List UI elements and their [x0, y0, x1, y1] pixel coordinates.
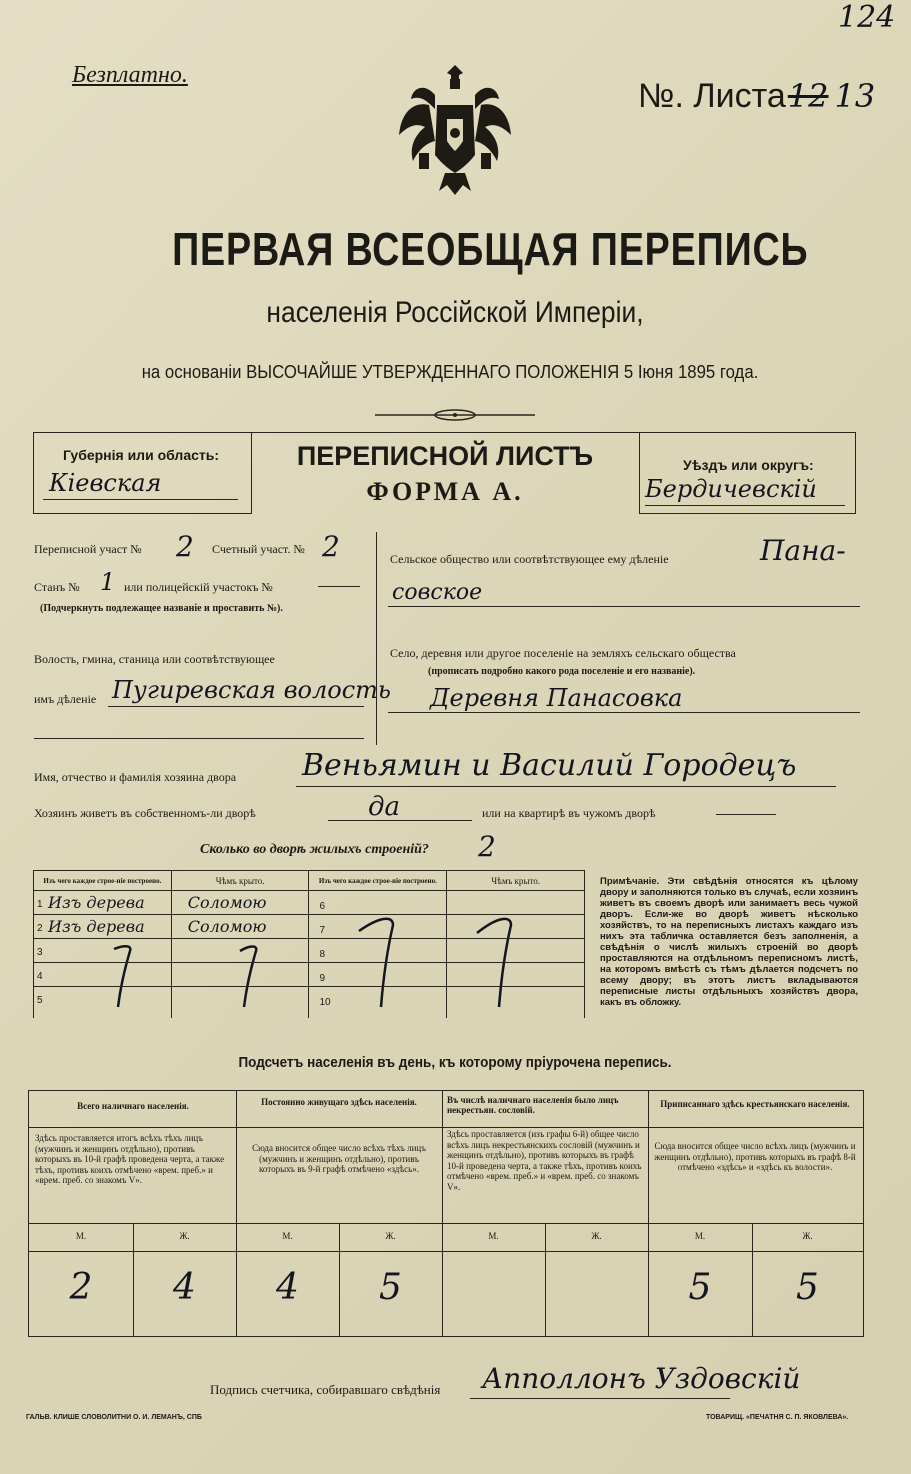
pop-col-head: Постоянно живущаго здѣсь населенія.: [261, 1097, 417, 1107]
form-subtitle: ФОРМА А.: [366, 477, 524, 506]
selo-note: (прописать подробно какого рода поселеніе и его названіе).: [428, 666, 696, 677]
pop-col-head: Въ числѣ наличнаго населенія было лицъ некрестьян. сословій.: [447, 1095, 619, 1115]
pop-col-desc: Сюда вносится общее число всѣхъ тѣхъ лицъ (мужчинъ и женщинъ отдѣльно), противъ которыхъ въ 9-й графѣ отмѣчено «здѣсь».: [252, 1143, 426, 1174]
row-number: 5: [37, 995, 43, 1006]
page-subtitle: населенія Россійской Имперіи,: [266, 296, 644, 329]
pop-m-label: М.: [694, 1231, 706, 1241]
ornament-divider: [375, 408, 535, 422]
uezd-value: Бердичевскій: [645, 475, 817, 503]
lives-label-2: или на квартирѣ въ чужомъ дворѣ: [482, 806, 656, 820]
row-number: 8: [319, 949, 326, 960]
row-number: 6: [319, 901, 326, 912]
schet-uchast-value: 2: [322, 530, 340, 563]
roof-cell: Соломою: [187, 893, 267, 912]
pop-zh-value: 5: [379, 1267, 402, 1308]
pop-m-label: М.: [488, 1231, 499, 1241]
sheet-number-block: [638, 74, 875, 116]
roof-header-2: Чѣмъ крыто.: [447, 871, 585, 891]
police-label: или полицейскій участокъ №: [124, 580, 273, 594]
pop-m-value: 2: [69, 1267, 93, 1308]
owner-label: Имя, отчество и фамилія хозяина двора: [34, 770, 237, 784]
owner-value: Веньямин и Василий Городецъ: [302, 748, 797, 783]
obshchestvo-label: Сельское общество или соотвѣтствующее ему дѣленіе: [390, 552, 669, 566]
perepis-uchast-value: 2: [176, 530, 194, 563]
corner-number: 124: [838, 0, 896, 35]
selo-value: Деревня Панасовка: [430, 684, 683, 712]
stan-value: 1: [100, 568, 116, 596]
volost-label-2: имъ дѣленіе: [34, 692, 97, 706]
sheet-crossed-number: 12: [787, 77, 829, 115]
pop-col-head: Всего наличнаго населенія.: [77, 1101, 189, 1111]
pop-m-label: М.: [282, 1231, 293, 1241]
material-header-2: Изъ чего каждое строе-ніе построено.: [309, 871, 447, 891]
schet-uchast-label: Счетный участ. №: [212, 542, 305, 556]
material-cell: Изъ дерева: [48, 893, 145, 912]
page-title: ПЕРВАЯ ВСЕОБЩАЯ ПЕРЕПИСЬ: [172, 223, 809, 275]
perepis-uchast-label: Переписной участ №: [34, 542, 142, 556]
basis-line: на основаніи ВЫСОЧАЙШЕ УТВЕРЖДЕННАГО ПОЛОЖЕНІЯ 5 Іюня 1895 года.: [141, 362, 759, 382]
stan-label: Станъ №: [34, 580, 80, 594]
row-number: 10: [319, 997, 331, 1008]
lives-label: Хозяинъ живетъ въ собственномъ-ли дворѣ: [34, 806, 256, 820]
population-table: [28, 1090, 864, 1337]
header-box: [33, 432, 856, 515]
gubernia-value: Кіевская: [49, 469, 162, 497]
row-number: 9: [319, 973, 326, 984]
material-header: Изъ чего каждое строе-ніе построено.: [34, 871, 172, 891]
row-number: 2: [37, 923, 43, 934]
buildings-value: 2: [478, 830, 496, 863]
pop-col-desc: Сюда вносится общее число всѣхъ лицъ (мужчинъ и женщинъ отдѣльно), противъ которыхъ въ графѣ 8-й отмѣчено «здѣсь» и «здѣсь къ волости».: [654, 1141, 856, 1172]
sheet-number: 13: [834, 77, 876, 115]
underline-note: (Подчеркнуть подлежащее названіе и проставить №).: [40, 603, 283, 614]
material-cell: Изъ дерева: [48, 917, 145, 936]
row-number: 1: [37, 899, 43, 910]
obshchestvo-value-1: Пана-: [760, 534, 846, 567]
pop-zh-label: Ж.: [385, 1231, 396, 1241]
pop-m-value: 4: [276, 1267, 299, 1308]
signature-label: Подпись счетчика, собиравшаго свѣдѣнія: [210, 1382, 441, 1397]
pop-zh-label: Ж.: [179, 1231, 190, 1241]
population-title: Подсчетъ населенія въ день, къ которому пріурочена перепись.: [238, 1054, 672, 1071]
double-headed-eagle-emblem: [395, 65, 515, 197]
buildings-label: Сколько во дворѣ жилыхъ строеній?: [200, 842, 429, 857]
volost-label-1: Волость, гмина, станица или соотвѣтствующее: [34, 652, 275, 666]
uezd-label: Уѣздъ или округъ:: [683, 457, 814, 473]
lives-value: да: [368, 792, 400, 822]
pop-m-label: М.: [75, 1231, 87, 1241]
free-label: Безплатно.: [72, 62, 188, 88]
buildings-table: [33, 870, 585, 1018]
gubernia-label: Губернія или область:: [63, 447, 220, 463]
pop-col-head: Приписаннаго здѣсь крестьянскаго населенія.: [660, 1099, 850, 1109]
row-number: 4: [37, 971, 43, 982]
roof-header: Чѣмъ крыто.: [171, 871, 309, 891]
pop-col-desc: Здѣсь проставляется итогъ всѣхъ тѣхъ лицъ (мужчинъ и женщинъ отдѣльно), противъ которыхъ въ 10-й графѣ проведена черта, а также тѣхъ, противъ коихъ отмѣчено «врем. преб.» и «врем. преб. со знакомъ V».: [35, 1133, 225, 1185]
pop-m-value: 5: [688, 1267, 712, 1308]
roof-cell: Соломою: [187, 917, 267, 936]
pop-col-desc: Здѣсь проставляется (изъ графы 6-й) общее число всѣхъ лицъ некрестьянскихъ сословій (мужчинъ и женщинъ отдѣльно), противъ которыхъ въ графѣ 10-й проведена черта, а также тѣхъ, противъ коихъ отмѣчено «врем. преб.» и «врем. преб. со знакомъ V».: [447, 1129, 642, 1192]
row-number: 7: [319, 925, 326, 936]
table-note: Примѣчаніе. Эти свѣдѣнія относятся къ цѣлому двору и заполняются только въ случаѣ, если хозяинъ живетъ въ своемъ дворѣ или занимаетъ весь чужой дворъ. Если-же во дворѣ живетъ нѣсколько хозяйствъ, то на переписныхъ листахъ каждаго изъ нихъ эта табличка оставляется безъ заполненія, а свѣдѣнія о числѣ жилыхъ строеній во дворѣ проставляются на отдѣльномъ переписномъ листѣ, на которомъ вмѣстѣ съ тѣмъ дѣлается подсчетъ по всему двору; въ этотъ листъ вкладываются переписные листы отдѣльныхъ хозяйствъ двора, какъ въ обложку.: [600, 876, 858, 1008]
footer-left: ГАЛЬВ. КЛИШЕ СЛОВОЛИТНИ О. И. ЛЕМАНЪ, СПБ: [26, 1414, 202, 1421]
pop-zh-value: 4: [173, 1267, 196, 1308]
pop-zh-label: Ж.: [591, 1231, 602, 1241]
selo-label: Село, деревня или другое поселеніе на земляхъ сельскаго общества: [390, 646, 736, 660]
form-title: ПЕРЕПИСНОЙ ЛИСТЪ: [296, 441, 594, 471]
pop-zh-value: 5: [796, 1267, 819, 1308]
volost-value: Пугиревская волость: [112, 676, 391, 704]
pop-zh-label: Ж.: [802, 1231, 813, 1241]
footer-right: ТОВАРИЩ. «ПЕЧАТНЯ С. П. ЯКОВЛЕВА».: [706, 1414, 849, 1421]
signature-value: Апполлонъ Уздовскій: [482, 1362, 801, 1395]
sheet-label: №. Листа: [638, 77, 786, 115]
row-number: 3: [37, 947, 43, 958]
obshchestvo-value-2: совское: [392, 580, 483, 605]
